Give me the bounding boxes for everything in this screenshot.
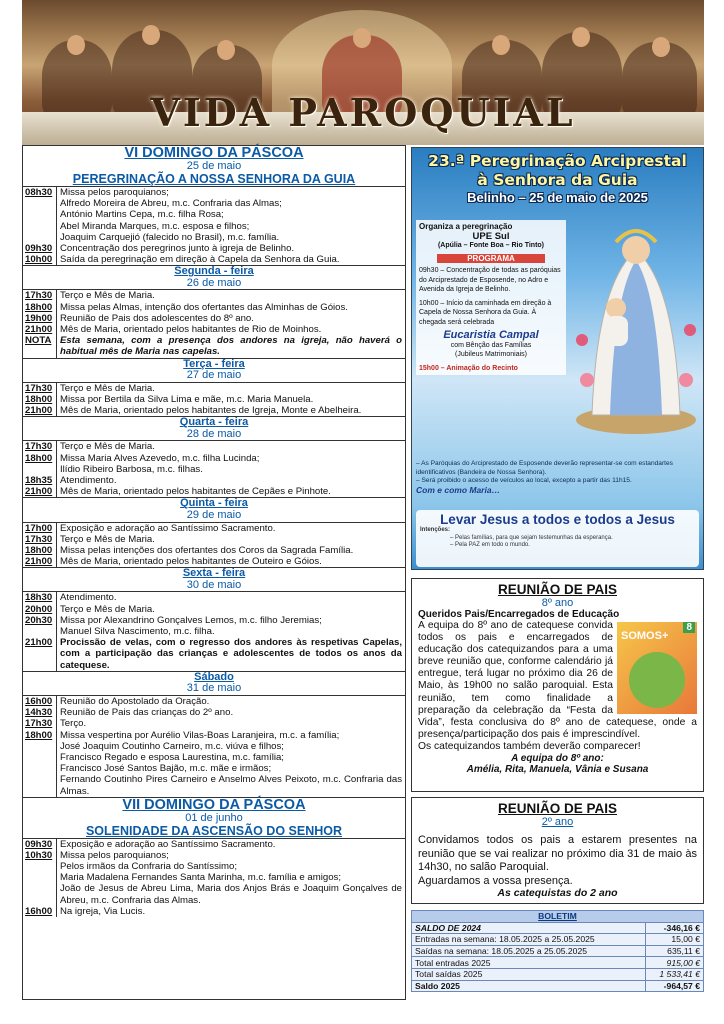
event-time [23, 774, 57, 796]
event-time: 17h00 [23, 523, 57, 534]
day-section [23, 672, 405, 798]
day-header [23, 798, 405, 838]
day-header [23, 417, 405, 440]
poster-intention: – Pelas famílias, para que sejam testemunhas da esperança. [450, 534, 613, 541]
event-time: 14h30 [23, 707, 57, 718]
event-text: Atendimento. [60, 475, 117, 487]
event-text: Terço e Mês de Maria. [60, 533, 155, 545]
event-row [23, 883, 405, 905]
event-row [23, 763, 405, 774]
event-row [23, 383, 405, 394]
event-time [23, 198, 57, 209]
event-row [23, 232, 405, 243]
event-text: Joaquim Carquejió (falecido no Brasil), m.c. família. [60, 231, 280, 243]
event-time [23, 464, 57, 475]
meeting-team-label: A equipa do 8º ano: [511, 753, 604, 765]
event-row [23, 774, 405, 796]
poster-organizer: Organiza a peregrinação [419, 222, 513, 231]
event-time: 09h30 [23, 839, 57, 850]
poster-blessing: com Bênção das Famílias [450, 341, 532, 349]
event-text: Reunião de Pais das crianças do 2º ano. [60, 707, 234, 719]
event-time: 10h00 [23, 254, 57, 265]
event-time: 17h30 [23, 441, 57, 452]
event-time: 20h00 [23, 604, 57, 615]
poster-intention: – Pela PAZ em todo o mundo. [450, 542, 530, 548]
meeting-title: REUNIÃO DE PAIS [497, 582, 617, 597]
bulletin-label: Saídas na semana: 18.05.2025 a 25.05.2025 [412, 945, 646, 957]
day-name: Segunda - feira [174, 265, 254, 278]
event-row [23, 850, 405, 861]
book-title: SOMOS+ [621, 630, 669, 642]
day-header [23, 146, 405, 186]
event-row [23, 861, 405, 872]
bulletin-value: 915,00 € [646, 957, 704, 969]
event-time [23, 883, 57, 905]
event-text: Manuel Silva Nascimento, m.c. filha. [60, 626, 215, 638]
event-row [23, 243, 405, 254]
event-row [23, 209, 405, 220]
event-time [23, 741, 57, 752]
event-time: 18h00 [23, 394, 57, 405]
poster-notes [416, 460, 701, 494]
event-time: 17h30 [23, 383, 57, 394]
event-text: Terço e Mês de Maria. [60, 603, 155, 615]
poster-title: à Senhora da Guia [477, 171, 638, 189]
event-row [23, 453, 405, 464]
bulletin-row [412, 980, 704, 992]
event-row [23, 187, 405, 198]
sunday-date: 25 de maio [186, 160, 242, 173]
event-time: 21h00 [23, 486, 57, 497]
day-date: 31 de maio [186, 682, 242, 695]
event-time: 18h30 [23, 592, 57, 603]
event-row [23, 545, 405, 556]
poster-slogan: Levar Jesus a todos e todos a Jesus [440, 512, 675, 527]
event-row [23, 707, 405, 718]
bulletin-row [412, 957, 704, 969]
event-text: Maria Madalena Fernandes Santa Marinha, m.c. família e amigos; [60, 872, 342, 884]
event-time: 17h30 [23, 534, 57, 545]
event-row [23, 313, 405, 324]
event-list [23, 440, 405, 497]
bulletin-title: BOLETIM [412, 911, 704, 923]
event-row [23, 302, 405, 313]
bulletin-row [412, 934, 704, 946]
bulletin-value: 15,00 € [646, 934, 704, 946]
event-text: José Joaquim Coutinho Carneiro, m.c. viúva e filhos; [60, 740, 284, 752]
event-text: João de Jesus de Abreu Lima, Maria dos Anjos Brás e Joaquim Gonçalves de Abreu, m.c. Confraria das Almas. [60, 883, 402, 906]
event-list [23, 522, 405, 568]
poster-upe-parishes: (Apúlia – Fonte Boa – Rio Tinto) [437, 242, 545, 249]
event-time: 18h00 [23, 302, 57, 313]
sunday-section [23, 798, 405, 917]
meeting-title: REUNIÃO DE PAIS [497, 801, 617, 816]
meeting-note: Os catequizandos também deverão comparecer! [418, 740, 641, 752]
event-row [23, 615, 405, 626]
sunday-subtitle: PEREGRINAÇÃO A NOSSA SENHORA DA GUIA [72, 171, 356, 186]
event-time: 17h30 [23, 290, 57, 301]
day-date: 30 de maio [186, 578, 242, 591]
event-text: Terço e Mês de Maria. [60, 441, 155, 453]
poster-program-item: 15h00 – Animação do Recinto [419, 364, 518, 372]
day-name: Quinta - feira [180, 497, 248, 510]
header-banner [22, 0, 704, 145]
day-date: 27 de maio [186, 369, 242, 382]
sunday-title: VII DOMINGO DA PÁSCOA [122, 796, 306, 813]
weekly-schedule [22, 145, 406, 1000]
pilgrimage-poster [411, 147, 704, 570]
event-time: 20h30 [23, 615, 57, 626]
event-text: Mês de Maria, orientado pelos habitantes de Outeiro e Góios. [60, 556, 322, 568]
bulletin-label: Saldo 2025 [412, 980, 646, 992]
poster-footer [416, 510, 699, 567]
meeting-grade: 2º ano [541, 816, 574, 828]
event-list [23, 289, 405, 357]
event-row [23, 637, 405, 671]
sunday-section [23, 146, 405, 266]
event-text: Ilídio Ribeiro Barbosa, m.c. filhas. [60, 463, 203, 475]
bulletin-row [412, 922, 704, 934]
event-time: 16h00 [23, 696, 57, 707]
day-header [23, 359, 405, 382]
poster-program-item: 09h30 – Concentração de todas as paróquias do Arciprestado de Esposende, no Adro e Avenida da Igreja de Belinho. [419, 267, 561, 293]
event-time: 21h00 [23, 637, 57, 671]
event-time: 08h30 [23, 187, 57, 198]
event-text: Missa pelos paroquianos; [60, 849, 169, 861]
day-date: 29 de maio [186, 508, 242, 521]
event-text: Fernando Coutinho Pires Carneiro e Anselmo Alves Peixoto, m.c. Confraria das Almas. [60, 774, 402, 797]
event-row [23, 592, 405, 603]
event-text: Reunião do Apostolado da Oração. [60, 695, 210, 707]
event-time: 10h30 [23, 850, 57, 861]
event-row [23, 290, 405, 301]
event-text: Exposição e adoração ao Santíssimo Sacramento. [60, 838, 276, 850]
event-time: NOTA [23, 335, 57, 357]
poster-program [416, 220, 566, 375]
event-time: 17h30 [23, 718, 57, 729]
event-row [23, 839, 405, 850]
event-time: 18h00 [23, 453, 57, 464]
event-text: Mês de Maria, orientado pelos habitantes de Rio de Moinhos. [60, 324, 322, 336]
day-header [23, 672, 405, 695]
event-row [23, 464, 405, 475]
event-row [23, 441, 405, 452]
day-section [23, 266, 405, 358]
event-text: Pelos irmãos da Confraria do Santíssimo; [60, 861, 238, 873]
bulletin-label: Total entradas 2025 [412, 957, 646, 969]
event-text: Saída da peregrinação em direção à Capela da Senhora da Guia. [60, 254, 340, 266]
poster-intentions-label: Intenções: [420, 527, 451, 533]
meeting-note: Aguardamos a vossa presença. [418, 874, 573, 887]
event-text: Missa pelos paroquianos; [60, 186, 169, 198]
event-row [23, 394, 405, 405]
event-text: Terço e Mês de Maria. [60, 290, 155, 302]
event-row [23, 221, 405, 232]
weekday-sections [23, 266, 405, 797]
event-text: Missa vespertina por Aurélio Vilas-Boas Laranjeira, m.c. a família; [60, 729, 340, 741]
sunday-subtitle: SOLENIDADE DA ASCENSÃO DO SENHOR [85, 823, 343, 838]
event-text: Francisco José Santos Bajão, m.c. mãe e irmãos; [60, 763, 272, 775]
event-row [23, 741, 405, 752]
meeting-2nd-grade [411, 797, 704, 904]
meeting-grade: 8º ano [541, 597, 574, 609]
event-time: 18h00 [23, 545, 57, 556]
poster-jubilee: (Jubileus Matrimoniais) [455, 351, 527, 358]
event-time: 18h35 [23, 475, 57, 486]
event-row [23, 523, 405, 534]
page-title: VIDA PAROQUIAL [150, 90, 576, 135]
event-text: Missa pelas Almas, intenção dos ofertantes das Alminhas de Góios. [60, 301, 348, 313]
day-section [23, 417, 405, 498]
event-time [23, 861, 57, 872]
event-text: Missa por Alexandrino Gonçalves Lemos, m.c. filho Jeremias; [60, 614, 322, 626]
day-date: 28 de maio [186, 427, 242, 440]
our-lady-statue-image [572, 220, 700, 435]
event-time: 21h00 [23, 556, 57, 567]
event-time [23, 209, 57, 220]
event-list [23, 382, 405, 417]
sunday-date: 01 de junho [185, 812, 243, 824]
event-row [23, 335, 405, 357]
event-text: Abel Miranda Marques, m.c. esposa e filhos; [60, 220, 250, 232]
event-time [23, 752, 57, 763]
event-text: Alfredo Moreira de Abreu, m.c. Confraria das Almas; [60, 198, 282, 210]
bulletin-value: 1 533,41 € [646, 968, 704, 980]
event-text: Na igreja, Via Lucis. [60, 905, 146, 917]
event-row [23, 254, 405, 265]
event-text: Terço. [60, 718, 87, 730]
event-time [23, 221, 57, 232]
event-row [23, 534, 405, 545]
event-time: 16h00 [23, 906, 57, 917]
day-section [23, 498, 405, 568]
event-text: Mês de Maria, orientado pelos habitantes de Igreja, Monte e Abelheira. [60, 405, 362, 417]
meeting-body: Convidamos todos os pais a estarem presentes na reunião que se vai realizar no próximo dia 31 de maio às 14h30, no salão Paroquial. [418, 834, 697, 873]
meeting-8th-grade [411, 578, 704, 792]
event-text: Procissão de velas, com o regresso dos andores às respetivas Capelas, com a participação das crianças e adolescentes de todos os anos da catequese. [60, 637, 402, 671]
event-row [23, 198, 405, 209]
event-row [23, 405, 405, 416]
event-row [23, 475, 405, 486]
poster-title: 23.ª Peregrinação Arciprestal [428, 152, 687, 170]
bulletin-row [412, 945, 704, 957]
bulletin-value: -346,16 € [646, 922, 704, 934]
event-text: Missa Maria Alves Azevedo, m.c. filha Lucinda; [60, 452, 260, 464]
event-row [23, 718, 405, 729]
event-text: Concentração dos peregrinos junto à igreja de Belinho. [60, 242, 295, 254]
meeting-signature: As catequistas do 2 ano [497, 886, 618, 899]
event-time [23, 872, 57, 883]
event-time [23, 626, 57, 637]
day-header [23, 568, 405, 591]
event-time: 21h00 [23, 405, 57, 416]
day-header [23, 498, 405, 521]
event-text: Missa pelas intenções dos ofertantes dos Coros da Sagrada Família. [60, 544, 354, 556]
event-time: 18h00 [23, 730, 57, 741]
event-text: Exposição e adoração ao Santíssimo Sacramento. [60, 522, 276, 534]
day-name: Terça - feira [183, 357, 245, 370]
event-list [23, 695, 405, 797]
day-name: Quarta - feira [179, 416, 249, 429]
event-list [23, 591, 405, 670]
poster-note: – Será proibido o acesso de veículos ao local, excepto a partir das 11h15. [416, 477, 632, 484]
bulletin-value: 635,11 € [646, 945, 704, 957]
event-row [23, 730, 405, 741]
event-row [23, 906, 405, 917]
event-row [23, 696, 405, 707]
event-time [23, 232, 57, 243]
poster-note: – As Paróquias do Arciprestado de Esposende deverão representar-se com estandartes identificativos (Bandeira de Nossa Senhora). [416, 460, 673, 476]
event-row [23, 324, 405, 335]
bulletin-value: -964,57 € [646, 980, 704, 992]
event-row [23, 604, 405, 615]
poster-program-label: PROGRAMA [437, 254, 545, 264]
book-grade-number: 8 [683, 622, 695, 633]
bulletin-label: Total saídas 2025 [412, 968, 646, 980]
bulletin-row [412, 968, 704, 980]
event-time: 19h00 [23, 313, 57, 324]
meeting-greeting: Queridos Pais/Encarregados de Educação [418, 609, 620, 620]
event-row [23, 872, 405, 883]
event-list [23, 186, 405, 265]
event-text: Terço e Mês de Maria. [60, 382, 155, 394]
poster-motto: Com e como Maria… [416, 484, 501, 495]
bulletin-label: SALDO DE 2024 [412, 922, 646, 934]
event-text: Reunião de Pais dos adolescentes do 8º ano. [60, 312, 254, 324]
meeting-body: A equipa do 8º ano de catequese convida todos os pais e encarregados de educação dos catequizandos para a uma breve reunião que, conforme calendário já entregue, terá lugar no próximo dia 26 de Maio, às 19h00 no salão paroquial. Esta reunião, tem como finalidade a preparação da celebração da “Festa da Vida”, festa conclusiva do 8º ano de catequese, onde a presença/participação dos pais é imprescindível. [418, 620, 697, 740]
day-date: 26 de maio [186, 276, 242, 289]
day-name: Sexta - feira [182, 567, 246, 580]
day-section [23, 359, 405, 418]
finance-bulletin-table [411, 910, 704, 992]
poster-upe: UPE Sul [472, 230, 510, 242]
event-text: Missa por Bertila da Silva Lima e mãe, m.c. Maria Manuela. [60, 393, 314, 405]
event-text: Esta semana, com a presença dos andores na igreja, não haverá o habitual mês de Maria nas capelas. [60, 335, 402, 358]
event-time [23, 763, 57, 774]
event-text: António Martins Cepa, m.c. filha Rosa; [60, 209, 224, 221]
event-list [23, 838, 405, 917]
event-time: 21h00 [23, 324, 57, 335]
event-time: 09h30 [23, 243, 57, 254]
event-text: Francisco Regado e esposa Laurestina, m.c. família; [60, 751, 284, 763]
meeting-team-names: Amélia, Rita, Manuela, Vânia e Susana [466, 764, 649, 776]
bulletin-label: Entradas na semana: 18.05.2025 a 25.05.2025 [412, 934, 646, 946]
event-row [23, 752, 405, 763]
event-row [23, 556, 405, 567]
event-row [23, 626, 405, 637]
event-row [23, 486, 405, 497]
poster-date: Belinho – 25 de maio de 2025 [467, 190, 648, 205]
poster-program-item: 10h00 – Início da caminhada em direção à Capela de Nossa Senhora da Guia. À chegada será celebrada [419, 299, 552, 326]
sunday-title: VI DOMINGO DA PÁSCOA [124, 145, 304, 161]
catechism-book-image [617, 622, 697, 714]
event-text: Atendimento. [60, 592, 117, 604]
day-header [23, 266, 405, 289]
day-name: Sábado [194, 670, 234, 683]
day-section [23, 568, 405, 672]
poster-eucharist: Eucaristia Campal [443, 329, 539, 341]
event-text: Mês de Maria, orientado pelos habitantes de Cepães e Pinhote. [60, 486, 331, 498]
